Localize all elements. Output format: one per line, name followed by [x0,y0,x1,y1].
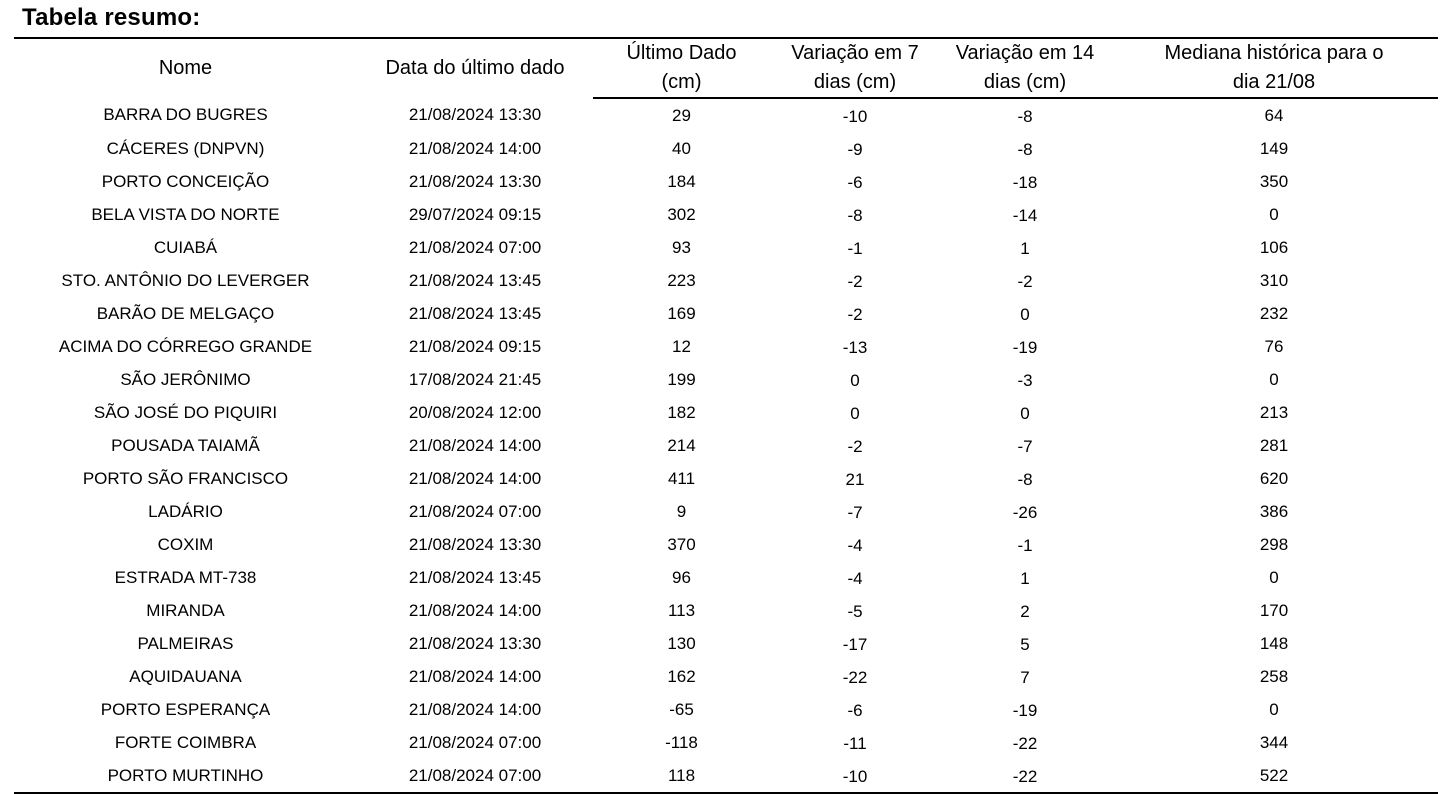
cell-data: 21/08/2024 13:30 [408,171,542,191]
cell-var14: -26 [1012,503,1038,522]
table-row [14,462,1438,495]
cell-nome: COXIM [157,534,214,554]
cell-ultimo: -65 [669,699,694,719]
table-row [14,198,1438,231]
table-row [14,98,1438,132]
cell-nome: CÁCERES (DNPVN) [106,138,265,158]
cell-var14: -22 [1012,734,1038,753]
cell-var14: -8 [1017,140,1033,159]
table-row [14,693,1438,726]
cell-var14: -1 [1017,536,1033,555]
cell-ultimo: 130 [667,633,696,653]
cell-data: 29/07/2024 09:15 [408,204,542,224]
cell-nome: FORTE COIMBRA [114,732,257,752]
cell-ultimo: 411 [667,468,696,488]
table-row [14,759,1438,793]
cell-ultimo: 370 [667,534,696,554]
cell-var7: -22 [842,668,868,687]
cell-data: 21/08/2024 14:00 [408,138,542,158]
table-row [14,363,1438,396]
cell-mediana: 344 [1259,732,1289,752]
cell-nome: PALMEIRAS [137,633,234,653]
cell-var14: -22 [940,759,1110,793]
cell-var14: 5 [1020,635,1030,654]
cell-var14: -8 [1017,470,1033,489]
cell-mediana: 213 [1259,402,1289,422]
cell-var7: -2 [847,437,863,456]
cell-ultimo: 93 [672,237,691,257]
header-nome: Nome [14,38,357,98]
cell-var7: -6 [847,701,863,720]
cell-var14: -19 [1012,701,1038,720]
cell-mediana: 386 [1259,501,1289,521]
cell-data: 21/08/2024 13:30 [408,633,542,653]
cell-nome: PORTO SÃO FRANCISCO [82,468,289,488]
cell-ultimo: 9 [676,501,687,521]
cell-ultimo: 214 [667,435,696,455]
cell-var7: -1 [847,239,863,258]
cell-ultimo: 162 [667,666,696,686]
cell-var14: 2 [1020,602,1030,621]
cell-var7: -7 [847,503,863,522]
cell-ultimo: -118 [665,732,698,752]
cell-data: 21/08/2024 14:00 [408,666,542,686]
cell-var7: 21 [845,470,865,489]
cell-nome: POUSADA TAIAMÃ [111,435,260,455]
cell-mediana: 298 [1259,534,1289,554]
cell-ultimo: 184 [667,171,696,191]
cell-mediana: 620 [1259,468,1289,488]
table-row [14,396,1438,429]
header-data: Data do último dado [357,38,593,98]
cell-ultimo: 169 [667,303,696,323]
cell-data: 17/08/2024 21:45 [408,369,542,389]
cell-ultimo: 12 [672,336,691,356]
table-row [14,561,1438,594]
cell-var14: -7 [1017,437,1033,456]
cell-mediana: 522 [1110,759,1438,793]
cell-data: 21/08/2024 07:00 [357,759,593,793]
cell-ultimo: 223 [667,270,696,290]
table-row [14,132,1438,165]
table-row [14,165,1438,198]
cell-mediana: 149 [1259,138,1289,158]
cell-var7: -10 [770,759,940,793]
cell-ultimo: 113 [667,600,696,620]
cell-var14: 0 [1020,404,1030,423]
cell-nome: PORTO CONCEIÇÃO [101,171,270,191]
cell-nome: SÃO JERÔNIMO [120,369,251,389]
cell-data: 21/08/2024 09:15 [408,336,542,356]
table-row [14,231,1438,264]
table-row [14,297,1438,330]
table-row [14,660,1438,693]
table-row [14,528,1438,561]
cell-var7: -17 [842,635,868,654]
cell-nome: BARRA DO BUGRES [103,105,268,125]
cell-nome: AQUIDAUANA [129,666,242,686]
table-row [14,627,1438,660]
cell-var7: -4 [847,569,863,588]
cell-data: 21/08/2024 07:00 [408,237,542,257]
cell-var7: -10 [842,107,868,126]
header-ultimo-line1: Último Dado [593,38,770,68]
cell-mediana: 0 [1269,699,1279,719]
header-var7-line1: Variação em 7 [770,38,940,68]
cell-mediana: 64 [1264,105,1284,125]
cell-mediana: 148 [1259,633,1289,653]
cell-nome: BARÃO DE MELGAÇO [96,303,275,323]
cell-nome: SÃO JOSÉ DO PIQUIRI [93,402,278,422]
cell-var7: -2 [847,272,863,291]
table-row [14,429,1438,462]
header-var7-line2: dias (cm) [770,68,940,98]
cell-data: 21/08/2024 13:30 [408,105,542,125]
table-row [14,726,1438,759]
cell-mediana: 0 [1269,369,1279,389]
cell-data: 21/08/2024 07:00 [408,732,542,752]
cell-data: 21/08/2024 14:00 [408,435,542,455]
cell-nome: LADÁRIO [148,501,223,521]
cell-ultimo: 182 [667,402,696,422]
cell-data: 21/08/2024 13:45 [408,303,542,323]
cell-mediana: 0 [1269,204,1279,224]
cell-mediana: 350 [1259,171,1289,191]
cell-ultimo: 199 [667,369,696,389]
cell-nome: ACIMA DO CÓRREGO GRANDE [58,336,313,356]
cell-nome: CUIABÁ [153,237,218,257]
summary-table [14,37,1438,794]
cell-var14: -14 [1012,206,1038,225]
cell-data: 21/08/2024 14:00 [408,699,542,719]
cell-var7: -2 [847,305,863,324]
table-row [14,594,1438,627]
cell-data: 21/08/2024 14:00 [408,468,542,488]
cell-var14: -3 [1017,371,1033,390]
header-mediana-line1: Mediana histórica para o [1110,38,1438,68]
cell-var14: -2 [1017,272,1033,291]
table-row [14,495,1438,528]
page-title: Tabela resumo: [22,4,201,31]
cell-mediana: 0 [1269,567,1279,587]
header-mediana-line2: dia 21/08 [1110,68,1438,98]
cell-mediana: 106 [1259,237,1289,257]
header-ultimo-line2: (cm) [593,68,770,98]
cell-nome: BELA VISTA DO NORTE [91,204,280,224]
cell-nome: ESTRADA MT-738 [114,567,257,587]
cell-data: 21/08/2024 14:00 [408,600,542,620]
cell-ultimo: 118 [593,759,770,793]
cell-var7: -4 [847,536,863,555]
cell-var14: -18 [1012,173,1038,192]
cell-var14: 7 [1020,668,1030,687]
cell-var14: 1 [1020,569,1030,588]
table-row [14,264,1438,297]
cell-ultimo: 40 [672,138,691,158]
cell-mediana: 310 [1259,270,1289,290]
cell-ultimo: 302 [667,204,696,224]
cell-var14: 0 [1020,305,1030,324]
cell-var7: -13 [842,338,868,357]
cell-var14: -19 [1012,338,1038,357]
table-row [14,330,1438,363]
header-var14-line2: dias (cm) [940,68,1110,98]
cell-data: 20/08/2024 12:00 [408,402,542,422]
cell-data: 21/08/2024 13:45 [408,270,542,290]
cell-var7: -6 [847,173,863,192]
cell-var14: 1 [1020,239,1030,258]
table-body [14,98,1438,793]
cell-var7: -11 [843,734,867,753]
cell-nome: PORTO MURTINHO [14,759,357,793]
cell-var7: -9 [847,140,863,159]
cell-mediana: 76 [1264,336,1284,356]
cell-mediana: 281 [1259,435,1289,455]
cell-nome: STO. ANTÔNIO DO LEVERGER [61,270,310,290]
table-header [14,38,1438,98]
cell-var7: 0 [850,371,860,390]
header-var14-line1: Variação em 14 [940,38,1110,68]
cell-mediana: 258 [1259,666,1289,686]
cell-mediana: 170 [1259,600,1289,620]
cell-mediana: 232 [1259,303,1289,323]
cell-var7: -5 [847,602,863,621]
cell-data: 21/08/2024 07:00 [408,501,542,521]
cell-var7: -8 [847,206,863,225]
cell-var7: 0 [850,404,860,423]
cell-nome: PORTO ESPERANÇA [100,699,271,719]
cell-nome: MIRANDA [146,600,225,620]
cell-var14: -8 [1017,107,1033,126]
cell-data: 21/08/2024 13:30 [408,534,542,554]
cell-data: 21/08/2024 13:45 [408,567,542,587]
cell-ultimo: 96 [672,567,691,587]
cell-ultimo: 29 [672,105,691,125]
